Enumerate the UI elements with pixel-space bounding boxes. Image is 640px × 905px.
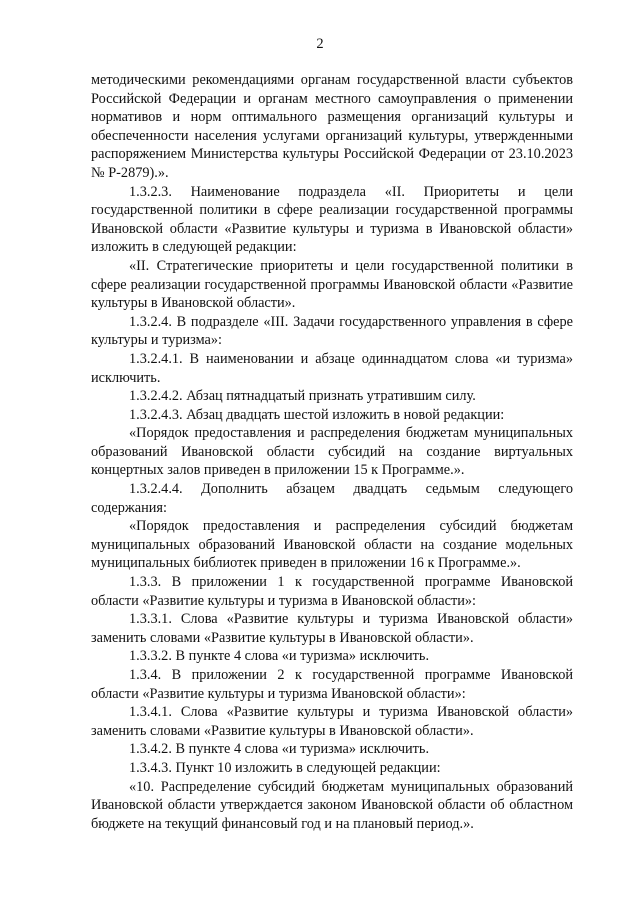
paragraph-3: «II. Стратегические приоритеты и цели государственной политики в сфере реализации государственной программы Ивановской области «Развитие культуры в Ивановской области». [91,257,573,312]
paragraph-16: 1.3.4.2. В пункте 4 слова «и туризма» исключить. [129,741,430,758]
paragraph-7: 1.3.2.4.3. Абзац двадцать шестой изложить в новой редакции: [129,406,505,423]
paragraph-6: 1.3.2.4.2. Абзац пятнадцатый признать утратившим силу. [129,388,476,405]
paragraph-13: 1.3.3.2. В пункте 4 слова «и туризма» исключить. [129,648,430,665]
paragraph-1: методическими рекомендациями органам государственной власти субъектов Российской Федерации и органам местного самоуправления о применении нормативов и норм оптимального размещения организаций культуры и обеспеченности населения услугами организаций культуры, утвержденными распоряжением Министерства культуры Российской Федерации от 23.10.2023 № Р-2879).». [91,72,573,181]
paragraph-8: «Порядок предоставления и распределения бюджетам муниципальных образований Ивановской области субсидий на создание виртуальных концертных залов приведен в приложении 15 к Программе.». [91,425,573,479]
paragraph-4: 1.3.2.4. В подразделе «III. Задачи государственного управления в сфере культуры и туризма»: [91,313,573,349]
paragraph-15: 1.3.4.1. Слова «Развитие культуры и туризма Ивановской области» заменить словами «Развитие культуры в Ивановской области». [91,704,573,739]
paragraph-10: «Порядок предоставления и распределения субсидий бюджетам муниципальных образований Ивановской области на создание модельных муниципальных библиотек приведен в приложении 16 к Программе.». [91,518,573,572]
paragraph-18: «10. Распределение субсидий бюджетам муниципальных образований Ивановской области утверждается законом Ивановской области об областном бюджете на текущий финансовый год и на плановый период.». [91,778,573,832]
paragraph-14: 1.3.4. В приложении 2 к государственной программе Ивановской области «Развитие культуры и туризма Ивановской области»: [91,667,573,702]
document-body [91,71,573,833]
paragraph-11: 1.3.3. В приложении 1 к государственной программе Ивановской области «Развитие культуры и туризма в Ивановской области»: [91,574,573,609]
paragraph-17: 1.3.4.3. Пункт 10 изложить в следующей редакции: [129,759,441,776]
paragraph-5: 1.3.2.4.1. В наименовании и абзаце одиннадцатом слова «и туризма» исключить. [91,350,573,386]
page-number: 2 [316,36,324,52]
paragraph-2: 1.3.2.3. Наименование подраздела «II. Приоритеты и цели государственной политики в сфере реализации государственной программы Ивановской области «Развитие культуры и туризма в Ивановской области» изложить в следующей редакции: [91,183,573,256]
paragraph-9: 1.3.2.4.4. Дополнить абзацем двадцать седьмым следующего содержания: [91,481,573,516]
paragraph-12: 1.3.3.1. Слова «Развитие культуры и туризма Ивановской области» заменить словами «Развитие культуры в Ивановской области». [91,611,573,646]
